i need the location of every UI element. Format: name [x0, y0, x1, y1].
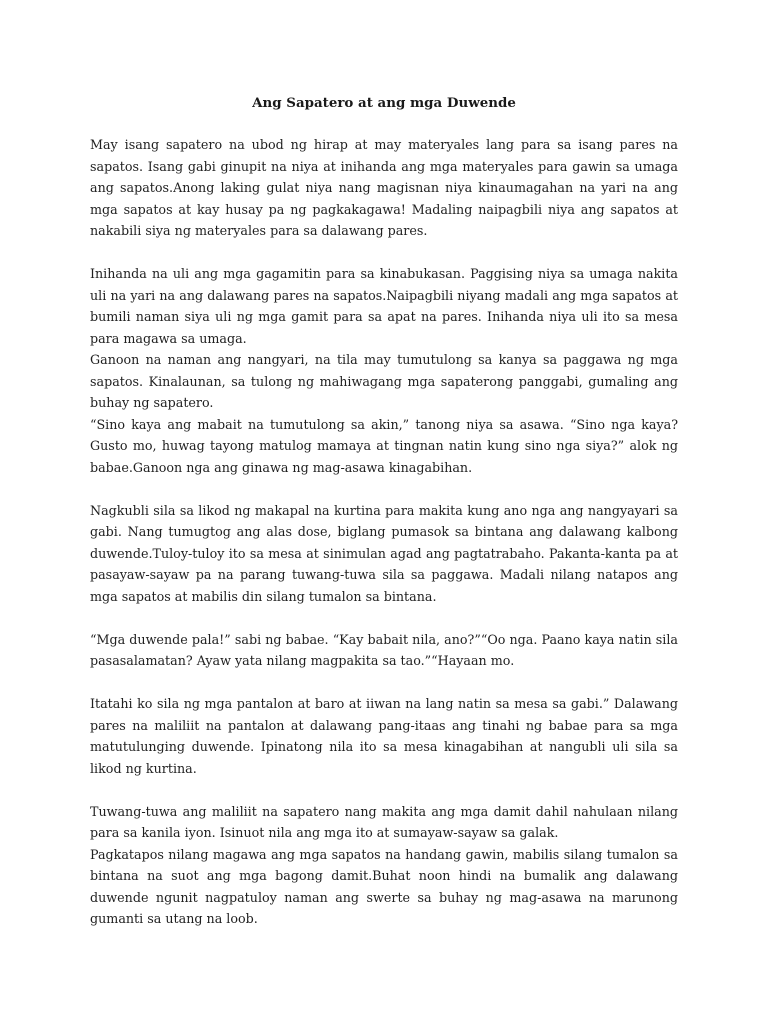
paragraph-5: Nagkubli sila sa likod ng makapal na kurtina para makita kung ano nga ang nangyayari sa gabi. Nang tumugtog ang alas dose, biglang pumasok sa bintana ang dalawang kalbong duwende.Tuloy-tuloy ito sa mesa at sinimulan agad ang pagtatrabaho. Pakanta-kanta pa at pasayaw-sayaw pa na parang tuwang-tuwa sila sa paggawa. Madali nilang natapos ang mga sapatos at mabilis din silang tumalon sa bintana. [90, 502, 678, 604]
paragraph-7: Itatahi ko sila ng mga pantalon at baro at iiwan na lang natin sa mesa sa gabi.” Dalawang pares na maliliit na pantalon at dalawang pang-itaas ang tinahi ng babae para sa mga matutulunging duwende. Ipinatong nila ito sa mesa kinagabihan at nangubli uli sila sa likod ng kurtina. [90, 696, 678, 776]
paragraph-4: “Sino kaya ang mabait na tumutulong sa akin,” tanong niya sa asawa. “Sino nga kaya? Gusto mo, huwag tayong matulog mamaya at tingnan natin kung sino nga siya?” alok ng babae.Ganoon nga ang ginawa ng mag-asawa kinagabihan. [90, 416, 678, 475]
document-title: Ang Sapatero at ang mga Duwende [252, 95, 516, 111]
paragraph-1: May isang sapatero na ubod ng hirap at may materyales lang para sa isang pares na sapatos. Isang gabi ginupit na niya at inihanda ang mga materyales para gawin sa umaga ang sapatos.Anong laking gulat niya nang magisnan niya kinaumagahan na yari na ang mga sapatos at kay husay pa ng pagkakagawa! Madaling naipagbili niya ang sapatos at nakabili siya ng materyales para sa dalawang pares. [90, 137, 678, 238]
paragraph-3: Ganoon na naman ang nangyari, na tila may tumutulong sa kanya sa paggawa ng mga sapatos. Kinalaunan, sa tulong ng mahiwagang mga sapaterong panggabi, gumaling ang buhay ng sapatero. [90, 352, 678, 410]
paragraph-8: Tuwang-tuwa ang maliliit na sapatero nang makita ang mga damit dahil nahulaan nilang para sa kanila iyon. Isinuot nila ang mga ito at sumayaw-sayaw sa galak. [90, 803, 678, 840]
paragraph-2: Inihanda na uli ang mga gagamitin para sa kinabukasan. Paggising niya sa umaga nakita uli na yari na ang dalawang pares na sapatos.Naipagbili niyang madali ang mga sapatos at bumili naman siya uli ng mga gamit para sa apat na pares. Inihanda niya uli ito sa mesa para magawa sa umaga. [90, 266, 678, 346]
document-body [90, 134, 678, 930]
paragraph-9: Pagkatapos nilang magawa ang mga sapatos na handang gawin, mabilis silang tumalon sa bintana na suot ang mga bagong damit.Buhat noon hindi na bumalik ang dalawang duwende ngunit nagpatuloy naman ang swerte sa buhay ng mag-asawa na marunong gumanti sa utang na loob. [90, 846, 678, 926]
paragraph-6: “Mga duwende pala!” sabi ng babae. “Kay babait nila, ano?”“Oo nga. Paano kaya natin sila pasasalamatan? Ayaw yata nilang magpakita sa tao.”“Hayaan mo. [90, 631, 678, 668]
